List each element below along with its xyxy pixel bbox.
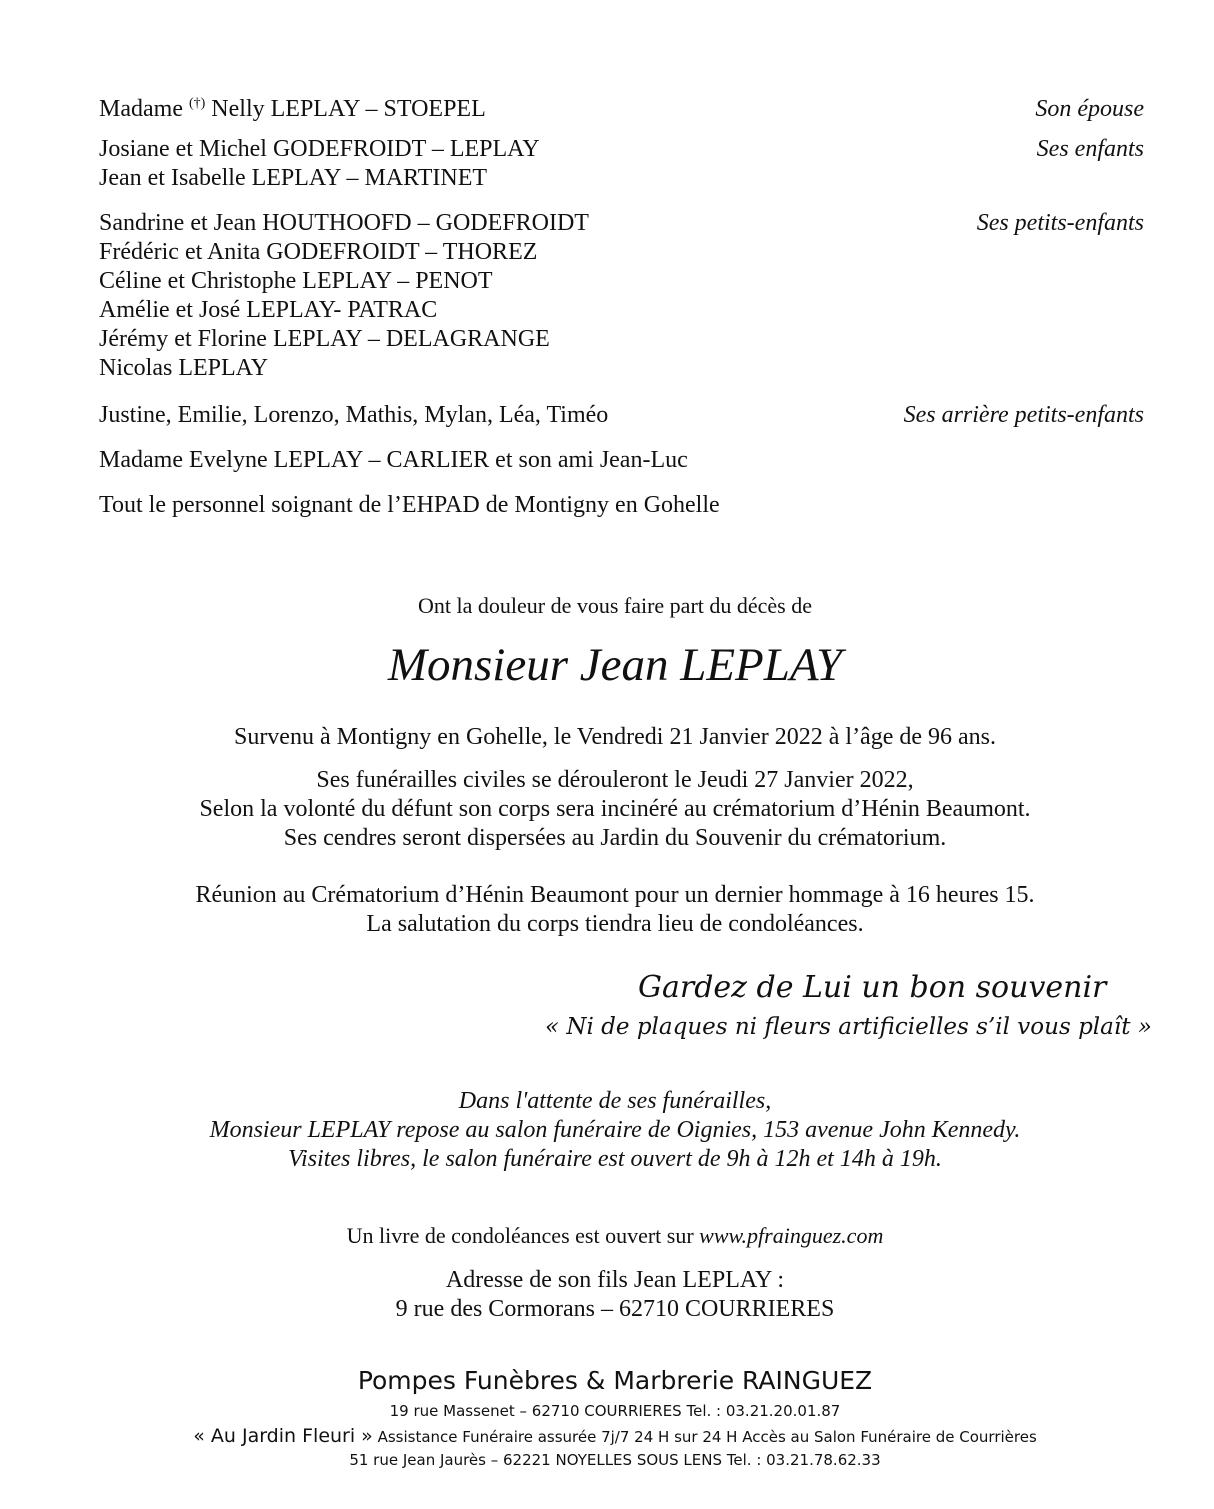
branch-line (0, 1424, 1214, 1449)
intro-text: Ont la douleur de vous faire part du décès de (417, 593, 813, 618)
spouse-role: Son épouse (1035, 96, 1144, 122)
meeting-line: La salutation du corps tiendra lieu de condoléances. (366, 911, 864, 937)
sister-in-law-row (99, 446, 1144, 475)
meeting-line: Réunion au Crématorium d’Hénin Beaumont pour un dernier hommage à 16 heures 15. (195, 882, 1035, 908)
children-names (99, 135, 540, 193)
branch-address: 51 rue Jean Jaurès – 62221 NOYELLES SOUS LENS Tel. : 03.21.78.62.33 (349, 1451, 881, 1469)
funeral-line: Selon la volonté du défunt son corps sera incinéré au crématorium d’Hénin Beaumont. (199, 796, 1031, 822)
funeral-line: Ses cendres seront dispersées au Jardin du Souvenir du crématorium. (283, 825, 947, 851)
deceased-name: Monsieur Jean LEPLAY (387, 639, 843, 691)
company-name: Pompes Funèbres & Marbrerie RAINGUEZ (357, 1366, 873, 1395)
deceased-symbol: (†) (188, 96, 206, 111)
address-line: 9 rue des Cormorans – 62710 COURRIERES (395, 1296, 835, 1322)
branch-name: « Au Jardin Fleuri » (193, 1425, 373, 1447)
funeral-line: Ses funérailles civiles se dérouleront le Jeudi 27 Janvier 2022, (316, 767, 914, 793)
spouse-row (99, 89, 1144, 124)
rest-line: Visites libres, le salon funéraire est ouvert de 9h à 12h et 14h à 19h. (288, 1146, 942, 1172)
list-item: Sandrine et Jean HOUTHOOFD – GODEFROIDT (99, 210, 589, 236)
list-item: Josiane et Michel GODEFROIDT – LEPLAY (99, 136, 540, 162)
spouse-name: Madame (†) Nelly LEPLAY – STOEPEL (99, 96, 486, 122)
sister-in-law: Madame Evelyne LEPLAY – CARLIER et son ami Jean-Luc (99, 447, 688, 473)
rest-details (0, 1087, 1214, 1174)
grandchildren-names (99, 209, 589, 383)
staff-row (99, 491, 1144, 520)
great-grandchildren-names: Justine, Emilie, Lorenzo, Mathis, Mylan, Léa, Timéo (99, 402, 609, 428)
great-grandchildren-role: Ses arrière petits-enfants (903, 402, 1144, 428)
branch-services: Assistance Funéraire assurée 7j/7 24 H sur 24 H Accès au Salon Funéraire de Courrières (377, 1428, 1037, 1446)
grandchildren-row (99, 209, 1144, 383)
children-role: Ses enfants (1036, 136, 1144, 162)
rest-line: Dans l'attente de ses funérailles, (458, 1088, 772, 1114)
condolences-line (0, 1221, 1214, 1250)
list-item: Frédéric et Anita GODEFROIDT – THOREZ (99, 239, 538, 265)
funeral-details (0, 766, 1214, 853)
list-item: Nicolas LEPLAY (99, 355, 269, 381)
condolences-text: Un livre de condoléances est ouvert sur (346, 1223, 694, 1248)
son-address (0, 1266, 1214, 1324)
great-grandchildren-row (99, 401, 1144, 430)
meeting-details (0, 881, 1214, 939)
rest-line: Monsieur LEPLAY repose au salon funéraire de Oignies, 153 avenue John Kennedy. (209, 1117, 1021, 1143)
list-item: Amélie et José LEPLAY- PATRAC (99, 297, 438, 323)
list-item: Jean et Isabelle LEPLAY – MARTINET (99, 165, 488, 191)
grandchildren-role: Ses petits-enfants (976, 210, 1144, 236)
death-notice: Survenu à Montigny en Gohelle, le Vendredi 21 Janvier 2022 à l’âge de 96 ans. (233, 724, 997, 750)
list-item: Jérémy et Florine LEPLAY – DELAGRANGE (99, 326, 550, 352)
children-row (99, 135, 1144, 193)
quote-no-flowers: « Ni de plaques ni fleurs artificielles s’il vous plaît » (545, 1014, 1152, 1040)
list-item: Céline et Christophe LEPLAY – PENOT (99, 268, 493, 294)
quote-remembrance: Gardez de Lui un bon souvenir (638, 970, 1107, 1005)
company-address: 19 rue Massenet – 62710 COURRIERES Tel. : 03.21.20.01.87 (389, 1402, 841, 1420)
staff: Tout le personnel soignant de l’EHPAD de Montigny en Gohelle (99, 492, 720, 518)
address-line: Adresse de son fils Jean LEPLAY : (445, 1267, 785, 1293)
condolences-link[interactable]: www.pfrainguez.com (699, 1223, 884, 1248)
